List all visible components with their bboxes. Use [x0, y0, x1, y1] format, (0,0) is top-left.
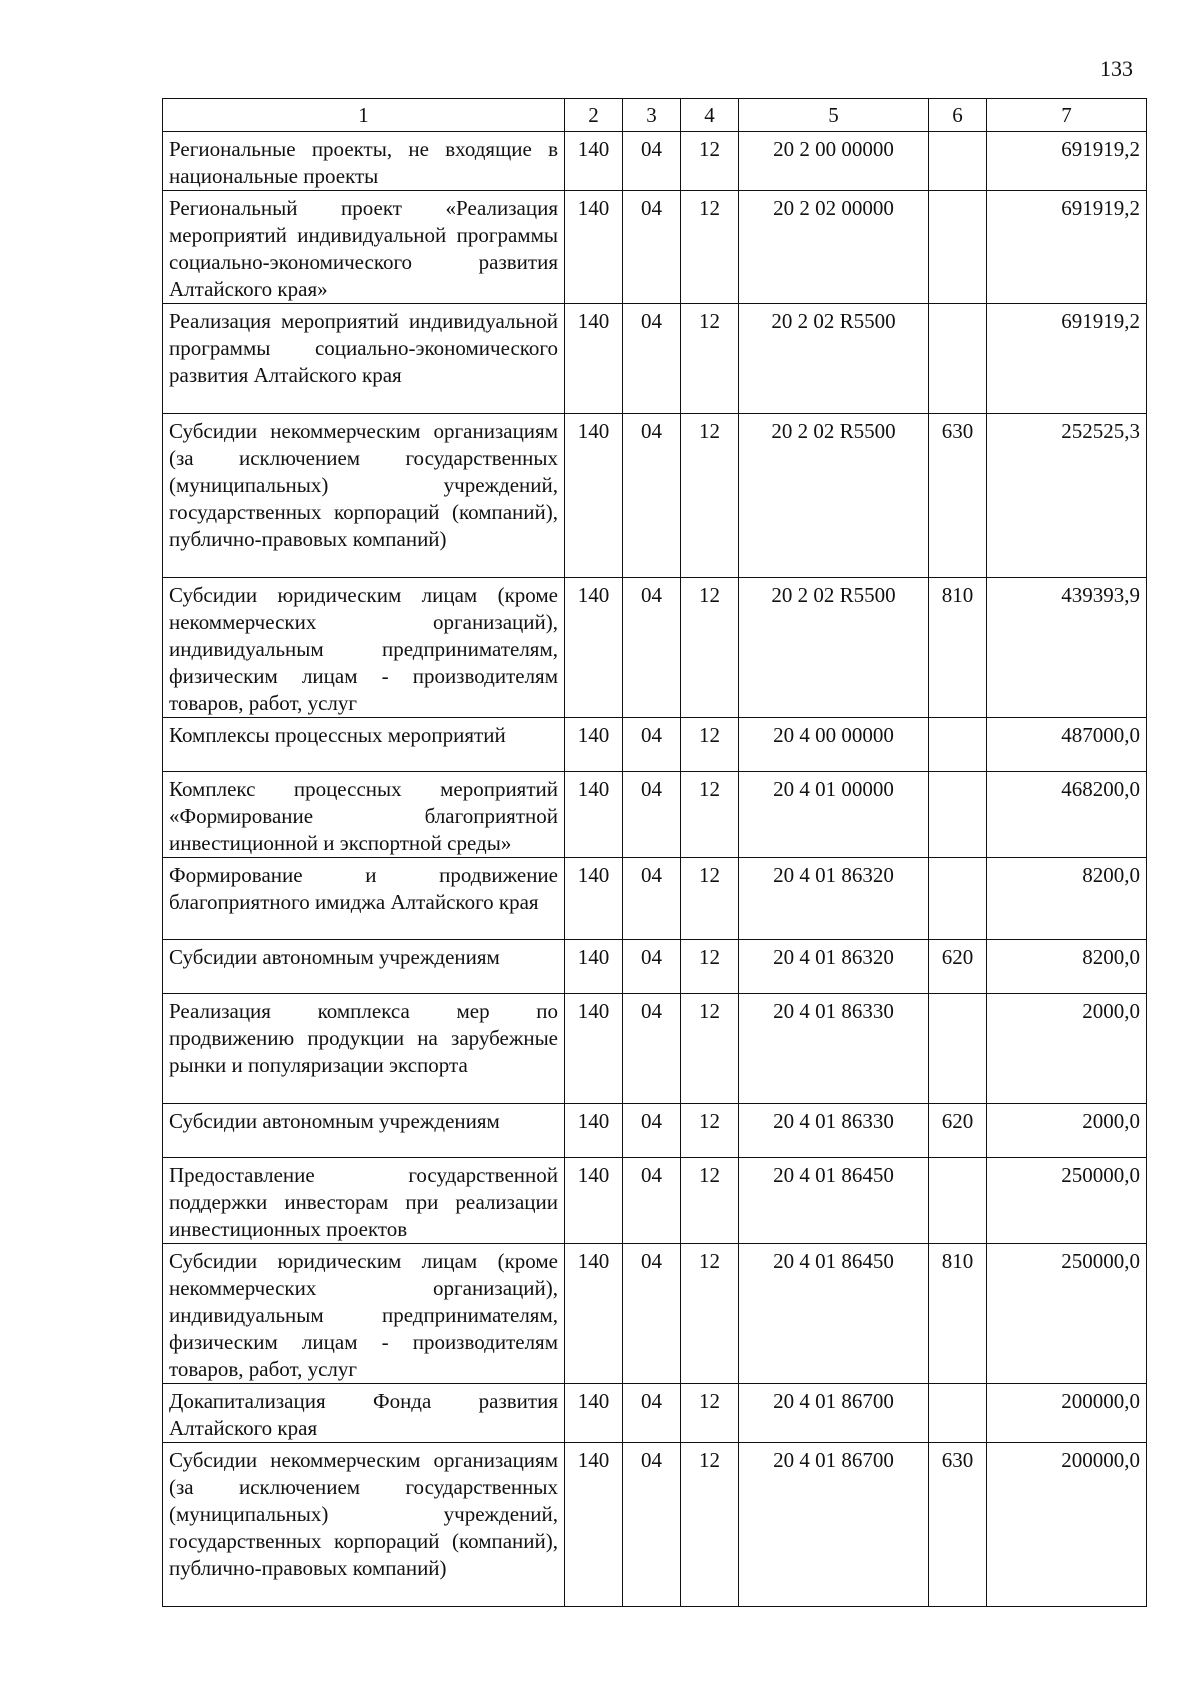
cell-ministry: 140 [565, 191, 623, 304]
cell-expense-type: 810 [929, 1244, 987, 1384]
cell-target-item: 20 4 01 86330 [739, 1104, 929, 1158]
cell-ministry: 140 [565, 1443, 623, 1607]
cell-subsection: 12 [681, 191, 739, 304]
cell-subsection: 12 [681, 1384, 739, 1443]
table-row [163, 940, 1147, 994]
cell-section: 04 [623, 994, 681, 1104]
cell-target-item: 20 4 01 86320 [739, 858, 929, 940]
cell-ministry: 140 [565, 940, 623, 994]
row-name: Формирование и продвижение благоприятного имиджа Алтайского края [163, 858, 565, 940]
cell-target-item: 20 4 00 00000 [739, 718, 929, 772]
cell-subsection: 12 [681, 304, 739, 414]
table-row [163, 304, 1147, 414]
row-name: Региональный проект «Реализация мероприятий индивидуальной программы социально-экономического развития Алтайского края» [163, 191, 565, 304]
row-name: Субсидии некоммерческим организациям (за исключением государственных (муниципальных) учреждений, государственных корпораций (компаний), публично-правовых компаний) [163, 1443, 565, 1607]
cell-subsection: 12 [681, 718, 739, 772]
cell-subsection: 12 [681, 1244, 739, 1384]
cell-amount: 8200,0 [987, 940, 1147, 994]
cell-subsection: 12 [681, 940, 739, 994]
cell-amount: 2000,0 [987, 994, 1147, 1104]
cell-amount: 200000,0 [987, 1443, 1147, 1607]
cell-expense-type: 630 [929, 1443, 987, 1607]
table-row [163, 858, 1147, 940]
cell-section: 04 [623, 414, 681, 578]
cell-amount: 439393,9 [987, 578, 1147, 718]
row-name: Субсидии юридическим лицам (кроме некоммерческих организаций), индивидуальным предпринимателям, физическим лицам - производителям товаров, работ, услуг [163, 578, 565, 718]
cell-section: 04 [623, 304, 681, 414]
table-row [163, 1384, 1147, 1443]
cell-ministry: 140 [565, 1384, 623, 1443]
cell-ministry: 140 [565, 1244, 623, 1384]
row-name: Реализация мероприятий индивидуальной программы социально-экономического развития Алтайского края [163, 304, 565, 414]
column-header: 4 [681, 99, 739, 132]
cell-section: 04 [623, 718, 681, 772]
cell-subsection: 12 [681, 772, 739, 858]
cell-amount: 691919,2 [987, 191, 1147, 304]
table-row [163, 1244, 1147, 1384]
cell-ministry: 140 [565, 772, 623, 858]
table-row [163, 578, 1147, 718]
cell-amount: 691919,2 [987, 132, 1147, 191]
cell-subsection: 12 [681, 578, 739, 718]
cell-amount: 250000,0 [987, 1158, 1147, 1244]
cell-section: 04 [623, 940, 681, 994]
table-row [163, 1443, 1147, 1607]
cell-amount: 8200,0 [987, 858, 1147, 940]
row-name: Комплексы процессных мероприятий [163, 718, 565, 772]
row-name: Субсидии автономным учреждениям [163, 1104, 565, 1158]
cell-expense-type [929, 191, 987, 304]
table-row [163, 191, 1147, 304]
cell-subsection: 12 [681, 414, 739, 578]
cell-ministry: 140 [565, 304, 623, 414]
cell-section: 04 [623, 578, 681, 718]
cell-target-item: 20 2 02 R5500 [739, 578, 929, 718]
cell-ministry: 140 [565, 578, 623, 718]
table-row [163, 994, 1147, 1104]
cell-ministry: 140 [565, 858, 623, 940]
cell-target-item: 20 2 00 00000 [739, 132, 929, 191]
cell-expense-type [929, 304, 987, 414]
cell-expense-type [929, 132, 987, 191]
cell-section: 04 [623, 1443, 681, 1607]
cell-ministry: 140 [565, 718, 623, 772]
cell-ministry: 140 [565, 1158, 623, 1244]
column-header: 5 [739, 99, 929, 132]
column-header: 3 [623, 99, 681, 132]
cell-expense-type [929, 718, 987, 772]
table-row [163, 1104, 1147, 1158]
cell-section: 04 [623, 191, 681, 304]
table-row [163, 772, 1147, 858]
row-name: Субсидии автономным учреждениям [163, 940, 565, 994]
row-name: Субсидии юридическим лицам (кроме некоммерческих организаций), индивидуальным предпринимателям, физическим лицам - производителям товаров, работ, услуг [163, 1244, 565, 1384]
row-name: Комплекс процессных мероприятий «Формирование благоприятной инвестиционной и экспортной среды» [163, 772, 565, 858]
cell-subsection: 12 [681, 858, 739, 940]
row-name: Докапитализация Фонда развития Алтайского края [163, 1384, 565, 1443]
cell-subsection: 12 [681, 1443, 739, 1607]
cell-target-item: 20 2 02 00000 [739, 191, 929, 304]
cell-expense-type [929, 1158, 987, 1244]
cell-target-item: 20 4 01 86320 [739, 940, 929, 994]
cell-ministry: 140 [565, 1104, 623, 1158]
row-name: Предоставление государственной поддержки инвесторам при реализации инвестиционных проектов [163, 1158, 565, 1244]
cell-expense-type: 620 [929, 1104, 987, 1158]
table-row [163, 414, 1147, 578]
header-row [163, 99, 1147, 132]
budget-table [162, 98, 1147, 1607]
cell-expense-type [929, 772, 987, 858]
cell-section: 04 [623, 858, 681, 940]
column-header: 7 [987, 99, 1147, 132]
cell-expense-type [929, 1384, 987, 1443]
table-row [163, 132, 1147, 191]
cell-subsection: 12 [681, 1158, 739, 1244]
cell-section: 04 [623, 1244, 681, 1384]
cell-expense-type [929, 994, 987, 1104]
cell-ministry: 140 [565, 994, 623, 1104]
cell-amount: 252525,3 [987, 414, 1147, 578]
cell-subsection: 12 [681, 1104, 739, 1158]
cell-expense-type: 630 [929, 414, 987, 578]
cell-section: 04 [623, 1104, 681, 1158]
cell-section: 04 [623, 1158, 681, 1244]
cell-section: 04 [623, 132, 681, 191]
cell-subsection: 12 [681, 132, 739, 191]
column-header: 2 [565, 99, 623, 132]
cell-amount: 487000,0 [987, 718, 1147, 772]
cell-amount: 2000,0 [987, 1104, 1147, 1158]
page-number: 133 [1100, 56, 1133, 81]
cell-amount: 468200,0 [987, 772, 1147, 858]
cell-subsection: 12 [681, 994, 739, 1104]
cell-section: 04 [623, 1384, 681, 1443]
cell-expense-type [929, 858, 987, 940]
cell-amount: 200000,0 [987, 1384, 1147, 1443]
cell-expense-type: 620 [929, 940, 987, 994]
cell-target-item: 20 2 02 R5500 [739, 414, 929, 578]
table-row [163, 718, 1147, 772]
column-header: 1 [163, 99, 565, 132]
cell-ministry: 140 [565, 414, 623, 578]
cell-target-item: 20 4 01 86330 [739, 994, 929, 1104]
column-header: 6 [929, 99, 987, 132]
table-row [163, 1158, 1147, 1244]
cell-target-item: 20 4 01 86450 [739, 1158, 929, 1244]
cell-expense-type: 810 [929, 578, 987, 718]
cell-amount: 250000,0 [987, 1244, 1147, 1384]
cell-target-item: 20 4 01 00000 [739, 772, 929, 858]
cell-section: 04 [623, 772, 681, 858]
cell-target-item: 20 4 01 86700 [739, 1443, 929, 1607]
row-name: Региональные проекты, не входящие в национальные проекты [163, 132, 565, 191]
cell-target-item: 20 2 02 R5500 [739, 304, 929, 414]
cell-amount: 691919,2 [987, 304, 1147, 414]
cell-target-item: 20 4 01 86700 [739, 1384, 929, 1443]
cell-target-item: 20 4 01 86450 [739, 1244, 929, 1384]
row-name: Субсидии некоммерческим организациям (за исключением государственных (муниципальных) учреждений, государственных корпораций (компаний), публично-правовых компаний) [163, 414, 565, 578]
cell-ministry: 140 [565, 132, 623, 191]
row-name: Реализация комплекса мер по продвижению продукции на зарубежные рынки и популяризации экспорта [163, 994, 565, 1104]
